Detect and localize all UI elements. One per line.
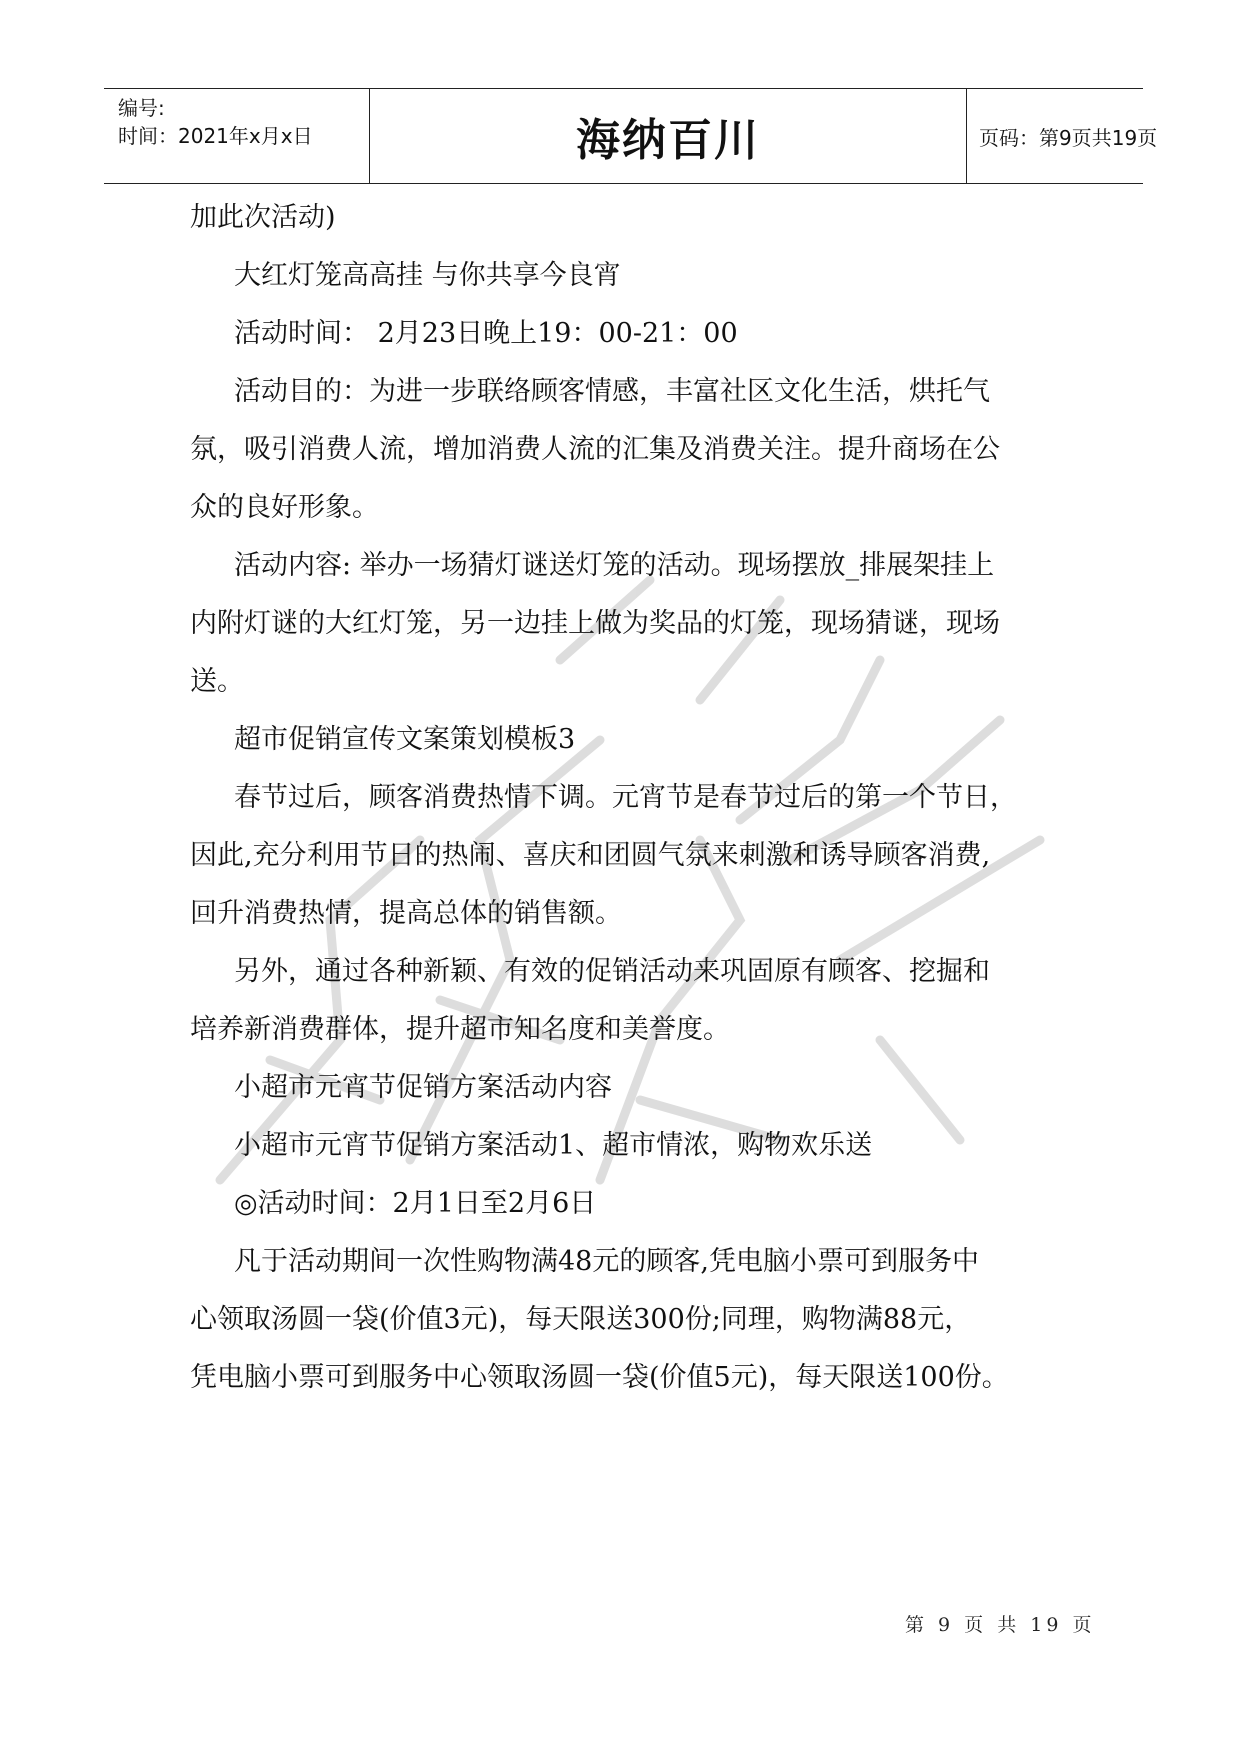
- paragraph-line: 小超市元宵节促销方案活动1、超市情浓，购物欢乐送: [234, 1130, 873, 1161]
- paragraph-line: 氛，吸引消费人流，增加消费人流的汇集及消费关注。提升商场在公: [190, 434, 1000, 465]
- paragraph-line: 众的良好形象。: [190, 492, 379, 523]
- paragraph-line: 春节过后，顾客消费热情下调。元宵节是春节过后的第一个节日，: [234, 782, 1017, 813]
- paragraph-line: 因此,充分利用节日的热闹、喜庆和团圆气氛来刺激和诱导顾客消费,: [190, 840, 991, 871]
- paragraph-line: ◎活动时间：2月1日至2月6日: [234, 1188, 597, 1219]
- paragraph-line: 凡于活动期间一次性购物满48元的顾客,凭电脑小票可到服务中: [234, 1246, 979, 1277]
- paragraph-line: 内附灯谜的大红灯笼，另一边挂上做为奖品的灯笼，现场猜谜，现场: [190, 608, 1000, 639]
- paragraph-line: 加此次活动): [190, 202, 336, 233]
- paragraph-line: 活动内容: 举办一场猜灯谜送灯笼的活动。现场摆放_排展架挂上: [234, 550, 995, 581]
- paragraph-line: 活动时间： 2月23日晚上19：00-21：00: [234, 318, 738, 349]
- section-heading: 超市促销宣传文案策划模板3: [234, 724, 576, 755]
- paragraph-line: 活动目的：为进一步联络顾客情感，丰富社区文化生活，烘托气: [234, 376, 990, 407]
- page-footer: 第 9 页 共 19 页: [905, 1614, 1096, 1636]
- section-heading: 小超市元宵节促销方案活动内容: [234, 1072, 612, 1103]
- paragraph-line: 送。: [190, 666, 244, 697]
- paragraph-line: 另外，通过各种新颖、有效的促销活动来巩固原有顾客、挖掘和: [234, 956, 990, 987]
- page-number-label: 页码：第9页共19页: [979, 125, 1158, 150]
- document-time-label: 时间：2021年x月x日: [118, 124, 313, 148]
- paragraph-line: 培养新消费群体，提升超市知名度和美誉度。: [190, 1014, 730, 1045]
- company-title: 海纳百川: [370, 89, 967, 183]
- paragraph-line: 心领取汤圆一袋(价值3元)，每天限送300份;同理，购物满88元，: [190, 1304, 972, 1335]
- paragraph-line: 回升消费热情，提高总体的销售额。: [190, 898, 622, 929]
- document-number-label: 编号:: [118, 96, 165, 120]
- paragraph-line: 大红灯笼高高挂 与你共享今良宵: [234, 260, 621, 291]
- paragraph-line: 凭电脑小票可到服务中心领取汤圆一袋(价值5元)，每天限送100份。: [190, 1362, 1009, 1393]
